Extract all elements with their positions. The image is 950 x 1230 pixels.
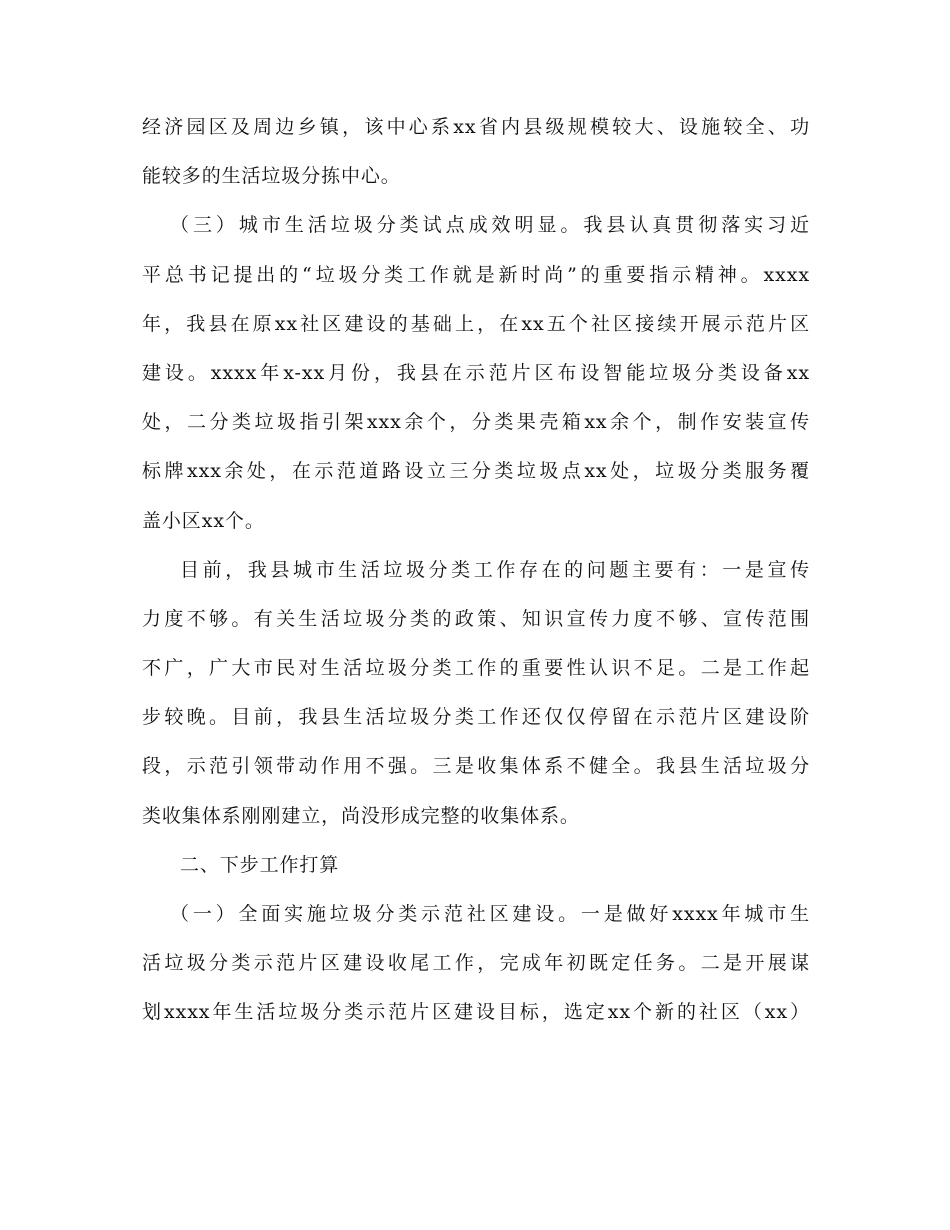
paragraph-line: 年，我县在原xx社区建设的基础上，在xx五个社区接续开展示范片区: [142, 312, 810, 335]
section-heading-line: （三）城市生活垃圾分类试点成效明显。我县认真贯彻落实习近: [170, 214, 810, 237]
paragraph-line: 步较晚。目前，我县生活垃圾分类工作还仅仅停留在示范片区建设阶: [142, 706, 810, 729]
section-heading-line: （一）全面实施垃圾分类示范社区建设。一是做好xxxx年城市生: [170, 903, 810, 925]
paragraph-line: 类收集体系刚刚建立，尚没形成完整的收集体系。: [142, 804, 580, 827]
paragraph-line: 处，二分类垃圾指引架xxx余个，分类果壳箱xx余个，制作安装宣传: [142, 411, 810, 434]
paragraph-line: 标牌xxx余处，在示范道路设立三分类垃圾点xx处，垃圾分类服务覆: [142, 460, 810, 483]
paragraph-line: 活垃圾分类示范片区建设收尾工作，完成年初既定任务。二是开展谋: [142, 952, 810, 975]
section-heading: 二、下步工作打算: [180, 853, 340, 876]
paragraph-line: 划xxxx年生活垃圾分类示范片区建设目标，选定xx个新的社区（xx）: [142, 1001, 810, 1024]
document-body: [142, 103, 810, 1038]
paragraph-line: 能较多的生活垃圾分拣中心。: [142, 165, 401, 188]
paragraph-line: 不广，广大市民对生活垃圾分类工作的重要性认识不足。二是工作起: [142, 657, 810, 680]
paragraph-line: 建设。xxxx年x-xx月份，我县在示范片区布设智能垃圾分类设备xx: [142, 361, 810, 384]
paragraph-line: 盖小区xx个。: [142, 509, 265, 532]
paragraph-line: 力度不够。有关生活垃圾分类的政策、知识宣传力度不够、宣传范围: [142, 607, 810, 630]
paragraph-line: 段，示范引领带动作用不强。三是收集体系不健全。我县生活垃圾分: [142, 755, 810, 778]
paragraph-line: 平总书记提出的“垃圾分类工作就是新时尚”的重要指示精神。xxxx: [142, 263, 810, 286]
paragraph-line: 经济园区及周边乡镇，该中心系xx省内县级规模较大、设施较全、功: [142, 116, 810, 138]
paragraph-line: 目前，我县城市生活垃圾分类工作存在的问题主要有：一是宣传: [180, 558, 810, 581]
